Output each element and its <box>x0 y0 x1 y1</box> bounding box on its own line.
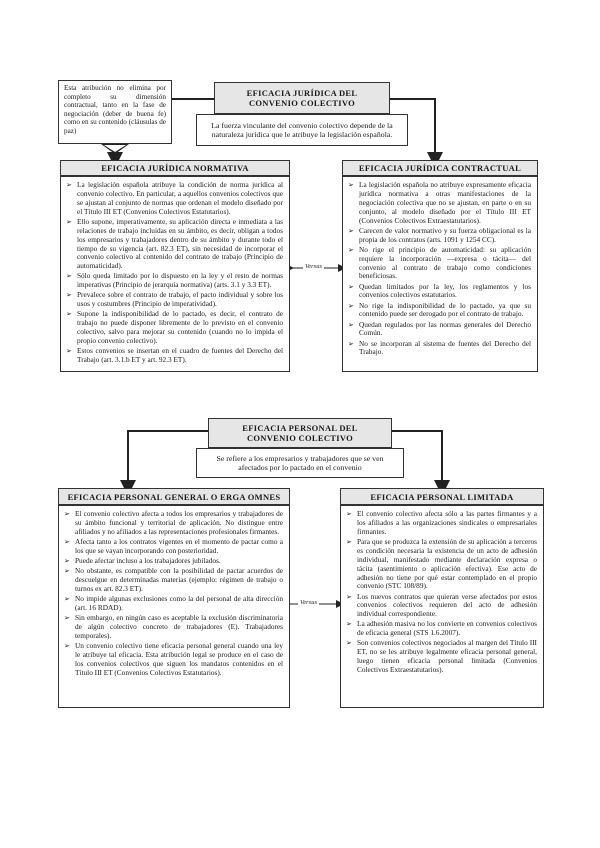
versus-label-top: Versus <box>305 263 322 270</box>
normativa-list <box>61 177 289 370</box>
list-item: ➢ Supone la indisponibilidad de lo pactado, es decir, el contrato de trabajo no puede disponer libremente de lo previsto en el convenio colectivo, salvo para mejorar su contenido (cuando no lo impida el propio convenio colectivo). <box>66 310 283 346</box>
versus-label-bottom: Versus <box>300 599 317 606</box>
limitada-list <box>341 506 543 680</box>
list-item: ➢ Estos convenios se insertan en el cuadro de fuentes del Derecho del Trabajo (art. 3.1.b ET y art. 92.3 ET). <box>66 347 283 365</box>
list-item: ➢ El convenio colectivo afecta sólo a las partes firmantes y a los afiliados a las organizaciones sindicales o empresariales firmantes. <box>346 510 537 537</box>
list-item: ➢ No impide algunas exclusiones como la del personal de alta dirección (art. 16 RDAD). <box>64 595 283 613</box>
list-item: ➢ Quedan regulados por las normas generales del Derecho Común. <box>348 321 531 339</box>
list-item: ➢ Prevalece sobre el contrato de trabajo, el pacto individual y sobre los usos y costumbres (Principio de imperatividad). <box>66 291 283 309</box>
list-item: ➢ Sin embargo, en ningún caso es aceptable la exclusión discriminatoria de algún colectivo concreto de trabajadores (E). Trabajadores temporales). <box>64 614 283 641</box>
contractual-header-text: EFICACIA JURÍDICA CONTRACTUAL <box>358 163 522 173</box>
general-header <box>58 488 290 505</box>
limitada-panel <box>340 505 544 708</box>
list-item: ➢ La adhesión masiva no los convierte en convenios colectivos de eficacia general (STS 1.6.2007). <box>346 620 537 638</box>
contractual-panel <box>342 176 538 372</box>
contractual-list <box>343 177 537 363</box>
list-item: ➢ Afecta tanto a los contratos vigentes en el momento de pactar como a los que se vayan incorporando con posterioridad. <box>64 538 283 556</box>
normativa-header-text: EFICACIA JURÍDICA NORMATIVA <box>101 163 249 173</box>
list-item: ➢ No rige el principio de automaticidad: su aplicación requiere la incorporación —expresa o tácita— del convenio al contrato de trabajo como condiciones beneficiosas. <box>348 246 531 282</box>
list-item: ➢ La legislación española atribuye la condición de norma jurídica al convenio colectivo. En particular, a aquellos convenios colectivos que se ajustan al conjunto de normas que ordenan el modelo diseñado por el Título III ET (Convenios Colectivos Estatutarios). <box>66 181 283 217</box>
normativa-panel <box>60 176 290 372</box>
efficacy-personal-subtitle <box>196 448 404 478</box>
list-item: ➢ Sólo queda limitado por lo dispuesto en la ley y el resto de normas imperativas (Principio de jerarquía normativa) (arts. 3.1 y 3.3 ET). <box>66 272 283 290</box>
side-note-arrow-head-fill <box>104 145 126 152</box>
limitada-header-text: EFICACIA PERSONAL LIMITADA <box>370 491 514 502</box>
list-item: ➢ Los nuevos contratos que quieran verse afectados por estos convenios colectivos requieren del acto de adhesión individual correspondiente. <box>346 593 537 620</box>
side-note-text: Esta atribución no elimina por completo su dimensión contractual, tanto en la fase de negociación (deber de buena fe) como en su contenido (cláusulas de paz) <box>64 84 166 135</box>
contractual-header <box>342 160 538 176</box>
list-item: ➢ No se incorporan al sistema de fuentes del Derecho del Trabajo. <box>348 340 531 358</box>
general-header-text: EFICACIA PERSONAL GENERAL O ERGA OMNES <box>67 491 281 502</box>
list-item: ➢ No obstante, es compatible con la posibilidad de pactar acuerdos de descuelgue en determinadas materias (ejemplo: régimen de trabajo o turnos ex art. 82.3 ET). <box>64 567 283 594</box>
list-item: ➢ La legislación española no atribuye expresamente eficacia jurídica normativa a otras manifestaciones de la negociación colectiva que no se ajustan, en parte o en su conjunto, al modelo diseñado por el Título III ET (Convenios Colectivos Extraestatutarios). <box>348 181 531 226</box>
list-item: ➢ Quedan limitados por la ley, los reglamentos y los convenios colectivos estatutarios. <box>348 283 531 301</box>
general-list <box>59 506 289 683</box>
list-item: ➢ El convenio colectivo afecta a todos los empresarios y trabajadores de su ámbito funcional y territorial de aplicación. No distingue entre afiliados y no afiliados a las representaciones profesionales firmantes. <box>64 510 283 537</box>
limitada-header <box>340 488 544 505</box>
list-item: ➢ Para que se produzca la extensión de su aplicación a terceros es condición necesaria la existencia de un acto de adhesión individual, manifestado mediante declaración expresa o tácita (asentimiento o aplicación efectiva). Ese acto de adhesión no tiene por qué estar contemplado en el propio convenio (STC 108/89). <box>346 538 537 591</box>
efficacy-personal-title-text: EFICACIA PERSONAL DEL CONVENIO COLECTIVO <box>242 423 358 443</box>
list-item: ➢ Carecen de valor normativo y su fuerza obligacional es la propia de los contratos (arts. 1091 y 1254 CC). <box>348 227 531 245</box>
list-item: ➢ Puede afectar incluso a los trabajadores jubilados. <box>64 557 283 566</box>
efficacy-personal-subtitle-text: Se refiere a los empresarios y trabajadores que se ven afectados por lo pactado en el convenio <box>216 453 384 472</box>
side-note-box <box>58 80 172 144</box>
efficacy-juridica-subtitle <box>196 114 408 146</box>
list-item: ➢ Ello supone, imperativamente, su aplicación directa e inmediata a las relaciones de trabajo incluidas en su ámbito, es decir, obligan a todos los empresarios y trabajadores dentro de su ámbito y durante todo el tiempo de su vigencia (art. 82.3 ET), sin necesidad de incorporar el convenio colectivo al contenido del contrato de trabajo (Principio de automaticidad). <box>66 218 283 271</box>
efficacy-personal-title <box>208 418 392 448</box>
efficacy-juridica-subtitle-text: La fuerza vinculante del convenio colectivo depende de la naturaleza jurídica que le atribuye la legislación española. <box>211 120 393 139</box>
general-panel <box>58 505 290 708</box>
normativa-header <box>60 160 290 176</box>
efficacy-juridica-title <box>214 82 390 114</box>
list-item: ➢ Son convenios colectivos negociados al margen del Título III ET, no se les atribuye legalmente eficacia personal general, luego tienen eficacia personal limitada (Convenios Colectivos Extraestatutarios). <box>346 639 537 675</box>
efficacy-juridica-title-text: EFICACIA JURÍDICA DEL CONVENIO COLECTIVO <box>246 88 358 108</box>
list-item: ➢ No rige la indisponibilidad de lo pactado, ya que su contenido puede ser derogado por el contrato de trabajo. <box>348 302 531 320</box>
list-item: ➢ Un convenio colectivo tiene eficacia personal general cuando una ley le atribuye tal eficacia. Esta atribución legal se produce en el caso de los convenios colectivos que siguen los mandatos contenidos en el Título III ET (Convenios Colectivos Estatutarios). <box>64 642 283 678</box>
